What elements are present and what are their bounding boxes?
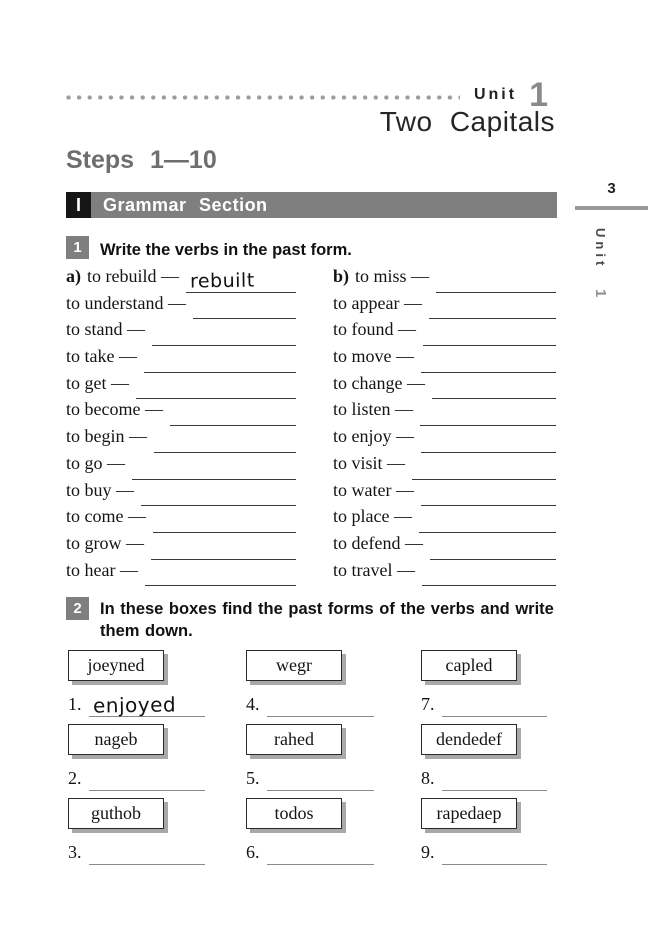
scrambled-word-box — [421, 798, 517, 829]
verb-text: to defend — — [333, 532, 423, 553]
numbered-answer-line — [68, 768, 205, 791]
verb-text: to grow — — [66, 532, 144, 553]
answer-blank[interactable] — [145, 560, 296, 587]
verb-row — [66, 506, 296, 533]
scrambled-word: joeyned — [87, 655, 145, 675]
section-title-bar — [91, 192, 557, 218]
scrambled-word-box — [246, 650, 342, 681]
verb-text: to change — — [333, 372, 425, 393]
verb-row — [66, 346, 296, 373]
section-bar — [66, 192, 557, 218]
verb-row — [66, 399, 296, 426]
answer-number: 9. — [421, 842, 435, 862]
numbered-answer-line — [68, 842, 205, 865]
verb-row — [333, 266, 556, 293]
exercise1-marker: 1 — [66, 236, 89, 259]
verb-row — [66, 373, 296, 400]
scrambled-word: capled — [445, 655, 493, 675]
list-letter-a: a) — [66, 266, 81, 286]
answer-blank[interactable] — [193, 293, 296, 320]
list-letter-b: b) — [333, 266, 350, 286]
numbered-answer-line — [421, 694, 547, 717]
verb-row — [66, 319, 296, 346]
verb-row — [333, 506, 556, 533]
answer-number: 8. — [421, 768, 435, 788]
handwritten-answer: rebuilt — [189, 269, 255, 293]
answer-blank[interactable] — [412, 453, 556, 480]
answer-number: 4. — [246, 694, 260, 714]
answer-blank[interactable] — [89, 842, 206, 865]
verb-row — [333, 346, 556, 373]
verb-text: to water — — [333, 479, 414, 500]
verb-text: to visit — — [333, 452, 406, 473]
answer-blank[interactable] — [421, 346, 556, 373]
scrambled-word: dendedef — [436, 729, 502, 749]
verb-row — [333, 373, 556, 400]
scrambled-word: guthob — [90, 803, 141, 823]
numbered-answer-line — [246, 842, 374, 865]
verb-text: to understand — — [66, 292, 186, 313]
scrambled-word-box — [68, 798, 164, 829]
word-column-1 — [68, 650, 205, 872]
verb-text: to come — — [66, 506, 146, 527]
vertical-unit-number: 1 — [592, 288, 609, 298]
answer-blank[interactable] — [422, 560, 556, 587]
verb-row — [66, 480, 296, 507]
scrambled-word-box — [421, 650, 517, 681]
word-column-2 — [246, 650, 374, 872]
answer-blank[interactable] — [442, 842, 548, 865]
answer-blank[interactable] — [267, 842, 375, 865]
page-title: Two Capitals — [379, 106, 555, 137]
scrambled-word-box — [68, 724, 164, 755]
verb-column-a — [66, 266, 296, 586]
answer-blank[interactable] — [89, 768, 206, 791]
answer-blank[interactable] — [151, 533, 296, 560]
scrambled-word-box — [246, 724, 342, 755]
answer-number: 3. — [68, 842, 82, 862]
answer-blank[interactable] — [420, 399, 556, 426]
exercise1-instruction: Write the verbs in the past form. — [100, 241, 352, 259]
verb-text: to go — — [66, 452, 126, 473]
unit-label: Unit — [473, 86, 518, 103]
answer-blank[interactable] — [442, 694, 548, 717]
verb-text: to found — — [333, 319, 416, 340]
verb-row — [333, 426, 556, 453]
numbered-answer-line — [68, 694, 205, 717]
verb-text: to move — — [333, 346, 414, 367]
verb-row — [66, 426, 296, 453]
answer-blank[interactable] — [153, 506, 296, 533]
scrambled-word: nageb — [94, 729, 138, 749]
verb-row — [66, 533, 296, 560]
word-column-3 — [421, 650, 547, 872]
answer-blank[interactable] — [152, 319, 296, 346]
verb-row — [333, 293, 556, 320]
verb-row — [333, 399, 556, 426]
verb-text: to enjoy — — [333, 426, 414, 447]
answer-blank[interactable] — [429, 293, 556, 320]
verb-row — [333, 480, 556, 507]
verb-text: to buy — — [66, 479, 135, 500]
verb-text: to become — — [66, 399, 163, 420]
unit-number: 1 — [529, 76, 548, 114]
answer-blank[interactable] — [442, 768, 548, 791]
folio-rule — [575, 206, 648, 210]
numbered-answer-line — [421, 842, 547, 865]
vertical-unit-label: Unit — [593, 228, 608, 270]
answer-blank[interactable] — [267, 694, 375, 717]
answer-blank[interactable] — [423, 319, 556, 346]
answer-number: 5. — [246, 768, 260, 788]
verb-row — [66, 560, 296, 587]
answer-blank[interactable] — [421, 480, 556, 507]
answer-number: 2. — [68, 768, 82, 788]
verb-row — [66, 266, 296, 293]
verb-text: to stand — — [66, 319, 145, 340]
verb-text: to get — — [66, 372, 129, 393]
answer-blank[interactable] — [186, 266, 296, 293]
answer-blank[interactable] — [419, 506, 556, 533]
verb-row — [333, 533, 556, 560]
verb-text: to begin — — [66, 426, 147, 447]
numbered-answer-line — [246, 694, 374, 717]
scrambled-word-box — [421, 724, 517, 755]
numbered-answer-line — [421, 768, 547, 791]
steps-heading: Steps 1—10 — [66, 146, 217, 174]
answer-blank[interactable] — [170, 399, 296, 426]
section-title: Grammar Section — [103, 194, 268, 215]
answer-blank[interactable] — [436, 266, 556, 293]
section-roman-numeral: I — [66, 192, 91, 218]
answer-blank[interactable] — [141, 480, 296, 507]
dotted-leader — [66, 95, 460, 100]
exercise2-instruction: In these boxes find the past forms of the verbs and write them down. — [100, 600, 554, 640]
answer-blank[interactable] — [432, 373, 556, 400]
numbered-answer-line — [246, 768, 374, 791]
answer-number: 7. — [421, 694, 435, 714]
scrambled-word: todos — [274, 803, 314, 823]
vertical-unit-tab — [592, 228, 609, 297]
verb-row — [66, 293, 296, 320]
answer-blank[interactable] — [144, 346, 296, 373]
verb-text: to take — — [66, 346, 137, 367]
answer-blank[interactable] — [267, 768, 375, 791]
scrambled-word: rahed — [274, 729, 314, 749]
verb-text: to miss — — [355, 266, 430, 286]
verb-text: to rebuild — — [87, 266, 179, 286]
verb-row — [66, 453, 296, 480]
answer-number: 6. — [246, 842, 260, 862]
answer-blank[interactable] — [132, 453, 296, 480]
verb-text: to listen — — [333, 399, 413, 420]
answer-blank[interactable] — [89, 694, 206, 717]
scrambled-word-box — [68, 650, 164, 681]
answer-blank[interactable] — [430, 533, 556, 560]
scrambled-word: rapedaep — [436, 803, 502, 823]
scrambled-word-box — [246, 798, 342, 829]
handwritten-answer: enjoyed — [92, 692, 176, 718]
verb-column-b — [333, 266, 556, 586]
verb-text: to travel — — [333, 559, 415, 580]
answer-blank[interactable] — [154, 426, 296, 453]
verb-row — [333, 319, 556, 346]
answer-number: 1. — [68, 694, 82, 714]
exercise2-marker: 2 — [66, 597, 89, 620]
verb-text: to place — — [333, 506, 412, 527]
verb-row — [333, 560, 556, 587]
verb-text: to appear — — [333, 292, 422, 313]
verb-row — [333, 453, 556, 480]
scrambled-word: wegr — [276, 655, 312, 675]
page-number: 3 — [607, 180, 616, 197]
answer-blank[interactable] — [421, 426, 556, 453]
answer-blank[interactable] — [136, 373, 296, 400]
verb-text: to hear — — [66, 559, 138, 580]
